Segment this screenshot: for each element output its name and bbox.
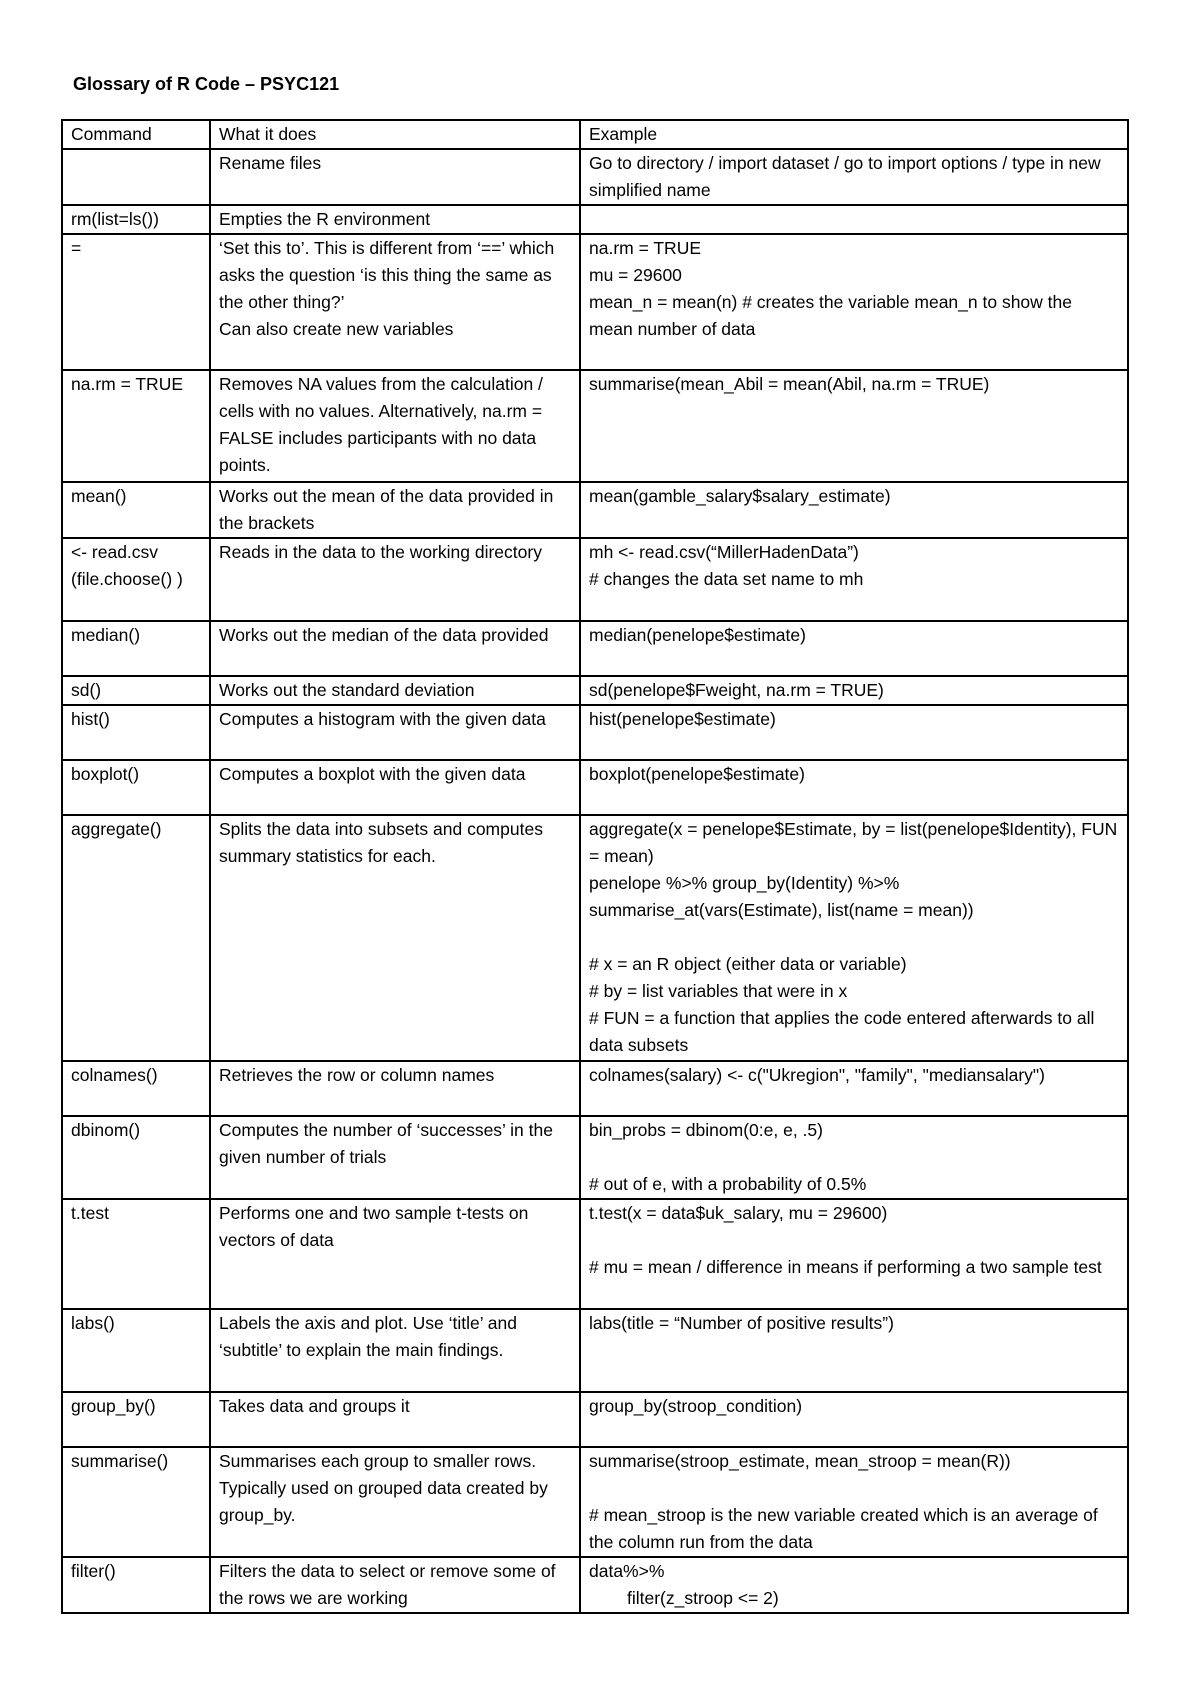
command-cell: summarise() <box>62 1447 210 1557</box>
command-cell: = <box>62 234 210 370</box>
table-row <box>62 370 1128 482</box>
example-cell: hist(penelope$estimate) <box>580 705 1128 760</box>
command-cell: rm(list=ls()) <box>62 205 210 234</box>
table-row <box>62 234 1128 370</box>
header-example: Example <box>580 120 1128 149</box>
description-cell: ‘Set this to’. This is different from ‘==’ which asks the question ‘is this thing the same as the other thing?’ Can also create new variables <box>210 234 580 370</box>
description-cell: Takes data and groups it <box>210 1392 580 1447</box>
table-row <box>62 149 1128 205</box>
description-cell: Summarises each group to smaller rows. Typically used on grouped data created by group_by. <box>210 1447 580 1557</box>
command-cell: filter() <box>62 1557 210 1613</box>
example-cell: summarise(stroop_estimate, mean_stroop = mean(R)) # mean_stroop is the new variable created which is an average of the column run from the data <box>580 1447 1128 1557</box>
description-cell: Empties the R environment <box>210 205 580 234</box>
description-cell: Reads in the data to the working directory <box>210 538 580 621</box>
table-row <box>62 1309 1128 1392</box>
command-cell: labs() <box>62 1309 210 1392</box>
example-cell: Go to directory / import dataset / go to import options / type in new simplified name <box>580 149 1128 205</box>
header-row <box>62 120 1128 149</box>
example-line: data%>% <box>589 1561 665 1581</box>
table-row <box>62 1392 1128 1447</box>
command-cell: aggregate() <box>62 815 210 1061</box>
table-row <box>62 760 1128 815</box>
example-cell <box>580 205 1128 234</box>
table-row <box>62 205 1128 234</box>
example-cell: summarise(mean_Abil = mean(Abil, na.rm = TRUE) <box>580 370 1128 482</box>
description-cell: Works out the mean of the data provided in the brackets <box>210 482 580 538</box>
command-cell: colnames() <box>62 1061 210 1116</box>
table-row <box>62 1557 1128 1613</box>
description-cell: Retrieves the row or column names <box>210 1061 580 1116</box>
table-row <box>62 676 1128 705</box>
table-row <box>62 705 1128 760</box>
description-cell: Removes NA values from the calculation / cells with no values. Alternatively, na.rm = FALSE includes participants with no data points. <box>210 370 580 482</box>
description-cell: Works out the median of the data provided <box>210 621 580 676</box>
description-cell: Works out the standard deviation <box>210 676 580 705</box>
example-cell: t.test(x = data$uk_salary, mu = 29600) # mu = mean / difference in means if performing a two sample test <box>580 1199 1128 1309</box>
command-cell: <- read.csv (file.choose() ) <box>62 538 210 621</box>
example-cell: labs(title = “Number of positive results”) <box>580 1309 1128 1392</box>
description-cell: Computes a boxplot with the given data <box>210 760 580 815</box>
table-row <box>62 621 1128 676</box>
example-cell: aggregate(x = penelope$Estimate, by = list(penelope$Identity), FUN = mean) penelope %>% group_by(Identity) %>% summarise_at(vars(Estimate), list(name = mean)) # x = an R object (either data or variable) # by = list variables that were in x # FUN = a function that applies the code entered afterwards to all data subsets <box>580 815 1128 1061</box>
command-cell: dbinom() <box>62 1116 210 1199</box>
command-cell: mean() <box>62 482 210 538</box>
table-row <box>62 482 1128 538</box>
example-cell: sd(penelope$Fweight, na.rm = TRUE) <box>580 676 1128 705</box>
description-cell: Computes the number of ‘successes’ in the given number of trials <box>210 1116 580 1199</box>
example-cell: na.rm = TRUE mu = 29600 mean_n = mean(n) # creates the variable mean_n to show the mean number of data <box>580 234 1128 370</box>
example-cell: median(penelope$estimate) <box>580 621 1128 676</box>
command-cell: group_by() <box>62 1392 210 1447</box>
description-cell: Labels the axis and plot. Use ‘title’ and ‘subtitle’ to explain the main findings. <box>210 1309 580 1392</box>
example-cell: mh <- read.csv(“MillerHadenData”) # changes the data set name to mh <box>580 538 1128 621</box>
description-cell: Performs one and two sample t-tests on vectors of data <box>210 1199 580 1309</box>
description-cell: Computes a histogram with the given data <box>210 705 580 760</box>
example-cell: mean(gamble_salary$salary_estimate) <box>580 482 1128 538</box>
command-cell: boxplot() <box>62 760 210 815</box>
example-cell: boxplot(penelope$estimate) <box>580 760 1128 815</box>
header-what-it-does: What it does <box>210 120 580 149</box>
header-command: Command <box>62 120 210 149</box>
description-cell: Filters the data to select or remove some of the rows we are working <box>210 1557 580 1613</box>
example-cell: bin_probs = dbinom(0:e, e, .5) # out of e, with a probability of 0.5% <box>580 1116 1128 1199</box>
table-row <box>62 538 1128 621</box>
table-row <box>62 815 1128 1061</box>
table-row <box>62 1199 1128 1309</box>
description-cell: Rename files <box>210 149 580 205</box>
command-cell: t.test <box>62 1199 210 1309</box>
command-cell: sd() <box>62 676 210 705</box>
example-cell: group_by(stroop_condition) <box>580 1392 1128 1447</box>
example-cell <box>580 1557 1128 1613</box>
command-cell <box>62 149 210 205</box>
example-line-indented: filter(z_stroop <= 2) <box>627 1588 779 1608</box>
command-cell: median() <box>62 621 210 676</box>
document-title: Glossary of R Code – PSYC121 <box>73 74 340 94</box>
example-cell: colnames(salary) <- c("Ukregion", "family", "mediansalary") <box>580 1061 1128 1116</box>
table-row <box>62 1116 1128 1199</box>
command-cell: hist() <box>62 705 210 760</box>
table-row <box>62 1061 1128 1116</box>
description-cell: Splits the data into subsets and computes summary statistics for each. <box>210 815 580 1061</box>
table-row <box>62 1447 1128 1557</box>
command-cell: na.rm = TRUE <box>62 370 210 482</box>
glossary-table <box>61 119 1129 1614</box>
